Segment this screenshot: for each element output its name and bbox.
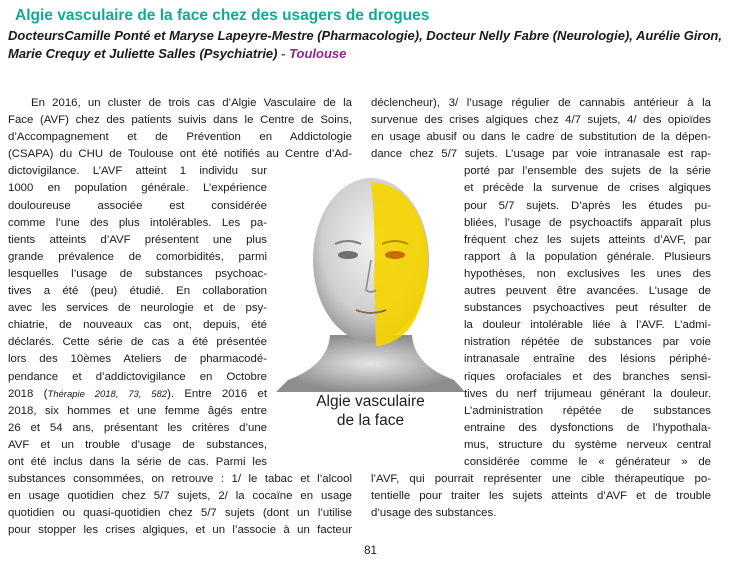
authors-names: DocteursCamille Ponté et Maryse Lapeyre-Mestre (Pharmacologie), Docteur Nelly Fabre (Neurologie), Aurélie Giron, Marie Crequy et Juliette Salles (Psychiatrie) bbox=[8, 28, 722, 61]
text-line: d’usage des substances. bbox=[371, 507, 497, 520]
text-line: tives du nerf trijumeau générant la douleur. bbox=[464, 387, 711, 400]
text-line: en usage quotidien chez 5/7 sujets, 2/ la cocaïne en usage bbox=[8, 490, 352, 503]
text-line: intranasale entraîne des lésions périphé- bbox=[464, 353, 711, 366]
text-line: chiatrie, de nouveaux cas ont, depuis, été bbox=[8, 319, 267, 332]
text-line: entraine des dysfonctions de l’hypothala- bbox=[464, 421, 711, 434]
text-line: pour 5/7 sujets. D’après les études pu- bbox=[464, 199, 711, 212]
text-line: tentielle pour traiter les sujets atteints d’AVF et de trouble bbox=[371, 490, 711, 503]
citation: Thérapie 2018, 73, 582 bbox=[47, 388, 168, 400]
text-line: substances consommées, on retrouve : 1/ le tabac et l’alcool bbox=[8, 473, 352, 486]
text-line: dance chez 5/7 sujets. L’usage par voie intranasale est rap- bbox=[371, 148, 711, 161]
text-line: comme l’une des plus intolérables. Les pa- bbox=[8, 216, 267, 229]
right-eye bbox=[385, 251, 405, 259]
text-line: considérée comme le « générateur » de bbox=[464, 455, 711, 468]
text-line: douloureuse associée est considérée bbox=[8, 199, 267, 212]
text-line: lesquelles l’usage de substances psychoac- bbox=[8, 267, 267, 280]
text-line: avec les services de neurologie et de psy- bbox=[8, 302, 267, 315]
page-number: 81 bbox=[364, 545, 377, 557]
face-illustration bbox=[268, 160, 473, 440]
figure-caption-line: de la face bbox=[336, 412, 405, 429]
text-line: la douleur intolérable liée à l’AVF. L’admi- bbox=[464, 319, 711, 332]
text-line: (CSAPA) du CHU de Toulouse ont été notifiés au Centre d’Ad- bbox=[8, 148, 352, 161]
text-line: rapport à la population générale. Plusieurs bbox=[464, 250, 711, 263]
text-line: hypothèses, non exclusives les unes des bbox=[464, 267, 711, 280]
article-title: Algie vasculaire de la face chez des usagers de drogues bbox=[15, 7, 430, 24]
text-line: En 2016, un cluster de trois cas d’Algie Vasculaire de la bbox=[31, 97, 352, 109]
text-line bbox=[8, 386, 267, 403]
text-line: pendance et d’addictovigilance en Octobre bbox=[8, 370, 267, 383]
text-line: nistration répétée de substances par voie bbox=[464, 336, 711, 349]
text-line: et précède la survenue de crises algiques bbox=[464, 182, 711, 195]
text-line: survenue des crises algiques chez 4/7 sujets, 4/ des opioïdes bbox=[371, 114, 711, 127]
shoulders-shape bbox=[276, 335, 465, 392]
text-line: l’AVF, qui pourrait représenter une cible thérapeutique po- bbox=[371, 473, 711, 486]
text-line: ont été inclus dans la série de cas. Parmi les bbox=[8, 455, 267, 468]
text-line: déclencheur), 3/ l’usage régulier de cannabis antérieur à la bbox=[371, 97, 711, 109]
text-line: 26 et 54 ans, présentant les critères d’une bbox=[8, 421, 267, 434]
text-line: L’administration répétée de substances bbox=[464, 404, 711, 417]
text-line: riques orofaciales et des branches sensi- bbox=[464, 370, 711, 383]
text-line: AVF et un trouble d’usage de substances, bbox=[8, 438, 267, 451]
left-eye bbox=[338, 251, 358, 259]
text-line: bliées, l’usage de psychoactifs apparaît plus bbox=[464, 216, 711, 229]
text-line: 1000 en population générale. L’expérience bbox=[8, 182, 267, 195]
text-fragment: ). Entre 2016 et bbox=[167, 387, 267, 400]
text-line: lors des 10èmes Ateliers de pharmacodé- bbox=[8, 353, 267, 366]
authors-line bbox=[8, 27, 734, 63]
text-line: déclarés. Cette série de cas a été présentée bbox=[8, 336, 267, 349]
text-line: grande prévalence de comorbidités, parmi bbox=[8, 250, 267, 263]
text-line: 2018, six hommes et une femme âgés entre bbox=[8, 404, 267, 417]
text-line: porté par l’ensemble des sujets de la série bbox=[464, 165, 711, 178]
text-line: en usage abusif ou dans le cadre de substitution de la dépen- bbox=[371, 131, 711, 144]
text-line: fréquent chez les sujets atteints d’AVF, par bbox=[464, 233, 711, 246]
authors-separator: - bbox=[277, 46, 290, 61]
text-line: tives a été (peu) étudié. En collaboration bbox=[8, 285, 267, 298]
text-line: d’Accompagnement et de Prévention en Addictologie bbox=[8, 131, 352, 144]
text-line: mus, structure du système nerveux central bbox=[464, 438, 711, 451]
text-line: quotidien ou quasi-quotidien chez 5/7 sujets (dont un l’utilise bbox=[8, 507, 352, 520]
text-fragment: 2018 ( bbox=[8, 387, 48, 400]
text-line: Face (AVF) chez des patients suivis dans le Centre de Soins, bbox=[8, 114, 352, 127]
figure-caption-line: Algie vasculaire bbox=[316, 393, 425, 410]
text-line: substances psychoactives peut résulter de bbox=[464, 302, 711, 315]
pain-area bbox=[371, 182, 428, 346]
text-line: pour stopper les crises algiques, et un l’associe à un facteur bbox=[8, 524, 352, 537]
text-line: autres peuvent être avancées. L’usage de bbox=[464, 285, 711, 298]
text-line: tients atteints d’AVF présentent une plus bbox=[8, 233, 267, 246]
text-line: dictovigilance. L’AVF atteint 1 individu sur bbox=[8, 165, 267, 178]
authors-city: Toulouse bbox=[289, 46, 347, 61]
figure-caption bbox=[268, 392, 473, 430]
